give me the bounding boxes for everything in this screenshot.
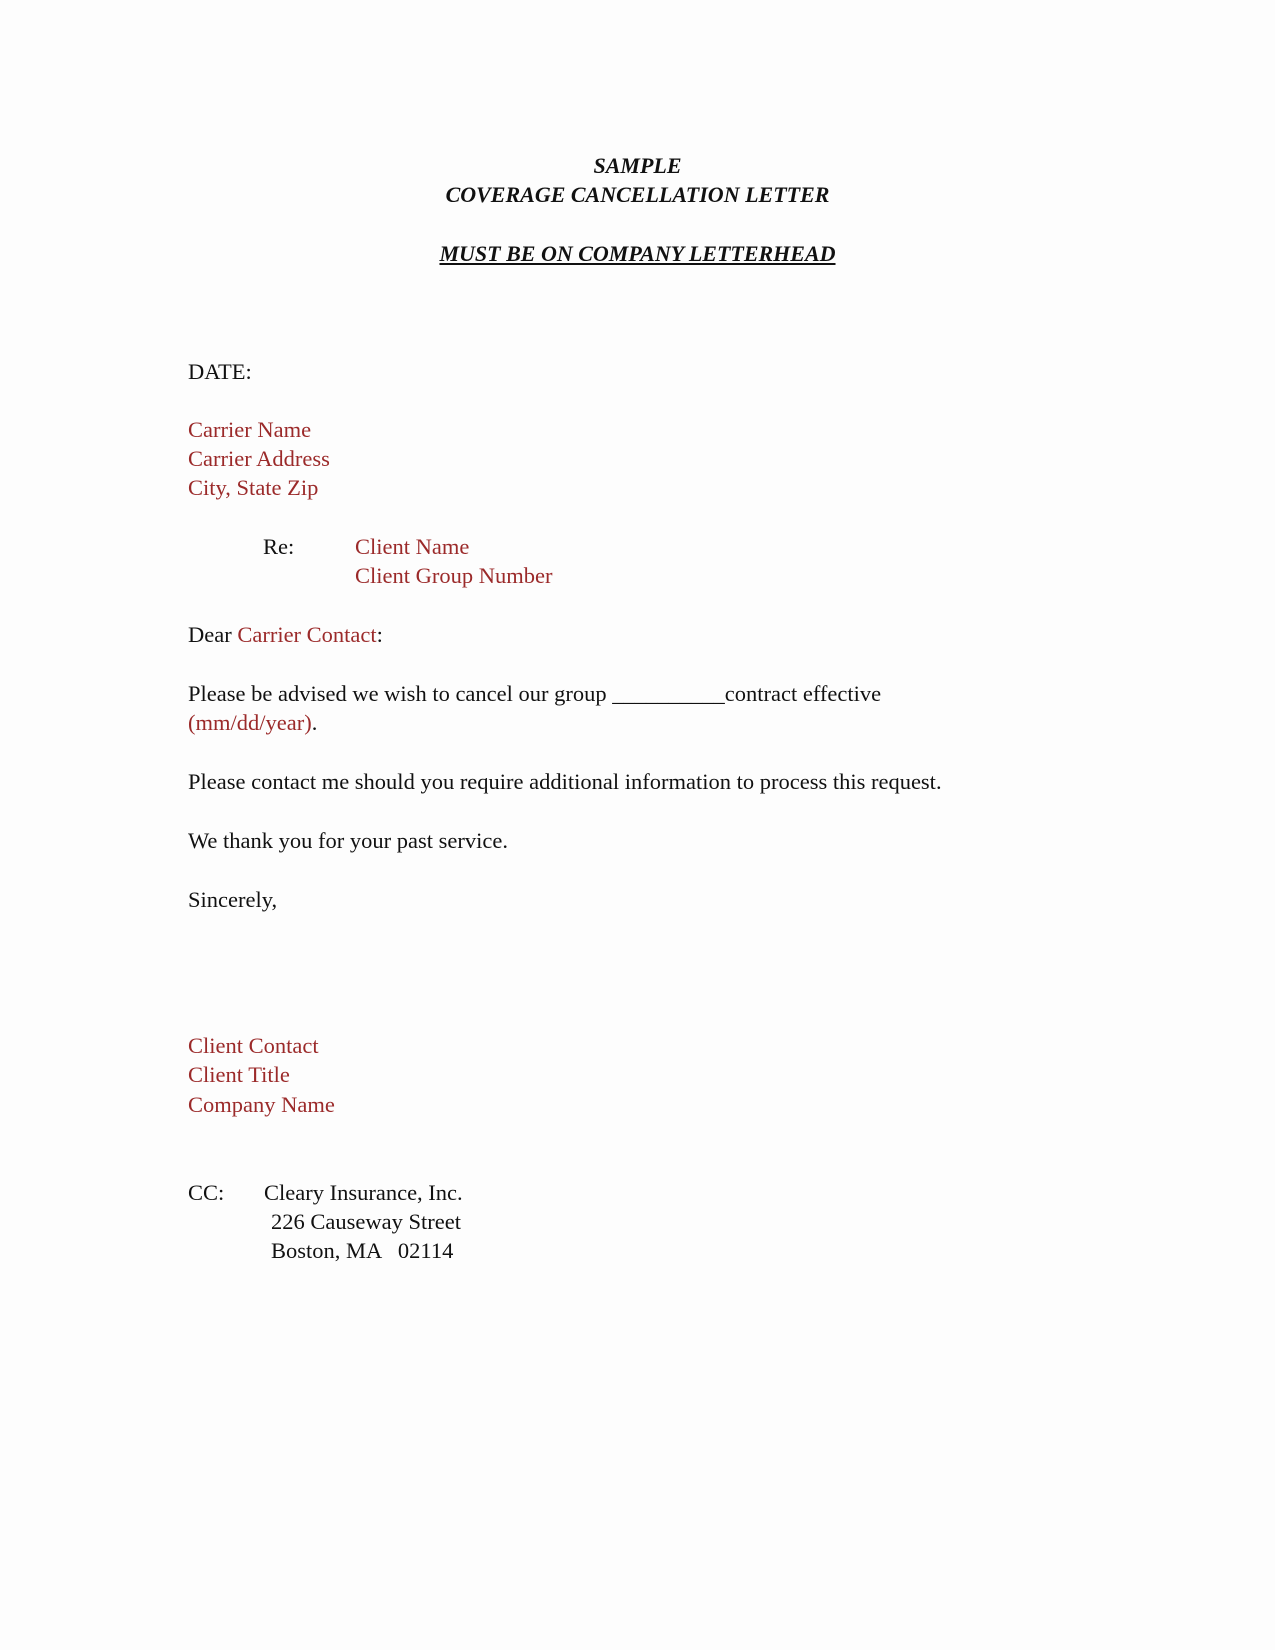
re-group-number: Client Group Number xyxy=(355,563,553,588)
cc-name: Cleary Insurance, Inc. xyxy=(264,1180,463,1205)
period: . xyxy=(311,710,318,735)
signature-company: Company Name xyxy=(188,1092,335,1117)
re-label: Re: xyxy=(263,534,295,559)
carrier-name: Carrier Name xyxy=(188,417,312,442)
body-paragraph-2: Please contact me should you require additional information to process this request. xyxy=(188,769,942,794)
carrier-city: City, State Zip xyxy=(188,475,319,500)
body-paragraph-1-line-2 xyxy=(188,708,317,737)
salutation-contact: Carrier Contact xyxy=(237,622,377,647)
re-client-name: Client Name xyxy=(355,534,470,559)
salutation-dear: Dear xyxy=(188,622,238,647)
cc-city: Boston, MA 02114 xyxy=(271,1238,454,1263)
body-paragraph-1-line-1: Please be advised we wish to cancel our group __________contract effective xyxy=(188,681,882,706)
heading-sample: SAMPLE xyxy=(593,153,682,178)
date-label: DATE: xyxy=(188,359,252,384)
carrier-address: Carrier Address xyxy=(188,446,330,471)
heading-letterhead-text: MUST BE ON COMPANY LETTERHEAD xyxy=(439,241,836,266)
body-paragraph-3: We thank you for your past service. xyxy=(188,828,508,853)
effective-date-placeholder: (mm/dd/year) xyxy=(188,710,312,735)
salutation xyxy=(188,620,383,649)
signature-contact: Client Contact xyxy=(188,1033,319,1058)
cc-street: 226 Causeway Street xyxy=(271,1209,461,1234)
closing: Sincerely, xyxy=(188,887,278,912)
heading-title: COVERAGE CANCELLATION LETTER xyxy=(445,182,830,207)
salutation-colon: : xyxy=(376,622,383,647)
heading-letterhead-note xyxy=(0,239,1275,268)
signature-title: Client Title xyxy=(188,1062,290,1087)
cc-label: CC: xyxy=(188,1180,225,1205)
